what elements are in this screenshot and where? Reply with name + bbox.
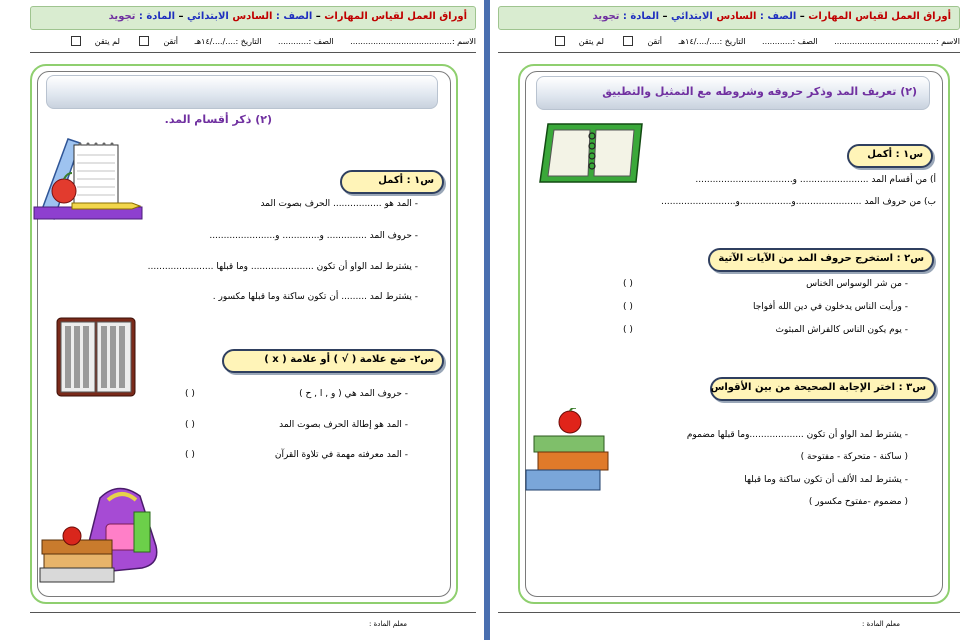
q3-options-2[interactable]: ( مضموم -مفتوح مكسور ) [808,497,908,507]
q3-line-1[interactable]: - يشترط لمد الواو أن تكون ...................وما قبلها مضموم [686,430,908,440]
mastered-option[interactable]: أتقن [136,37,178,46]
info-divider [498,52,960,53]
checkbox-not-mastered[interactable] [71,36,81,46]
q1-line-3[interactable]: - يشترط لمد الواو أن تكون ...................... وما قبلها ....................... [147,262,418,272]
name-field[interactable]: الاسم :........................................ [350,36,476,46]
worksheet-page-right [490,0,972,640]
q2-answer-slot-3[interactable]: ( ) [185,450,195,460]
checkbox-mastered[interactable] [139,36,149,46]
class-field[interactable]: الصف :............ [762,36,818,46]
q3-options-1[interactable]: ( ساكنة - متحركة - مفتوحة ) [800,452,908,462]
question-1-label: س١ : أكمل [340,170,444,194]
q2-answer-slot-1[interactable]: ( ) [623,279,633,289]
not-mastered-option[interactable]: لم يتقن [552,37,604,46]
checkbox-mastered[interactable] [623,36,633,46]
lesson-title: (٢) ذكر أقسام المد. [164,113,272,126]
teacher-signature-label: معلم المادة : [862,620,900,628]
stacked-books-illustration [524,408,610,494]
header-bar [30,6,476,30]
q2-statement-2: - المد هو إطالة الحرف بصوت المد [279,420,408,430]
q2-verse-2: - ورأيت الناس يدخلون في دين الله أفواجا [753,302,908,312]
q2-answer-slot-3[interactable]: ( ) [623,325,633,335]
info-divider [30,52,476,53]
q2-verse-3: - يوم يكون الناس كالفراش المبثوث [775,325,908,335]
open-book-illustration [55,316,137,400]
student-info-row [30,36,476,50]
lesson-title: (٢) تعريف المد وذكر حروفه وشروطه مع التمثيل والتطبيق [602,85,917,98]
teacher-signature-label: معلم المادة : [369,620,407,628]
q1-line-1[interactable]: - المد هو ................. الحرف بصوت المد [260,199,418,209]
header-bar [498,6,960,30]
q1-line-b[interactable]: ب) من حروف المد .......................و..................و.......................... [661,197,936,207]
footer-divider [498,612,960,613]
not-mastered-option[interactable]: لم يتقن [68,37,120,46]
header-text: أوراق العمل لقياس المهارات – الصف : السادس الابتدائي – المادة : تجويد [592,11,951,22]
q2-verse-1: - من شر الوسواس الخناس [806,279,908,289]
question-1-label: س١ : أكمل [847,144,933,168]
backpack-books-illustration [38,478,178,588]
q2-answer-slot-2[interactable]: ( ) [185,420,195,430]
green-notebook-illustration [538,120,648,186]
q2-statement-3: - المد معرفته مهمة في تلاوة القرآن [274,450,408,460]
mastered-option[interactable]: أتقن [620,37,662,46]
worksheet-page-left [0,0,484,640]
title-band [536,76,930,110]
date-field[interactable]: التاريخ :..../..../١٤هـ [194,36,262,46]
student-info-row [498,36,960,50]
date-field[interactable]: التاريخ :..../..../١٤هـ [678,36,746,46]
footer-divider [30,612,476,613]
q1-line-a[interactable]: أ) من أقسام المد ........................ و.................................. [695,175,936,185]
question-3-label: س٣ : اختر الإجابة الصحيحة من بين الأقواس [710,377,936,401]
q2-statement-1: - حروف المد هي ( و , ا , ح ) [299,389,408,399]
title-band [46,75,438,109]
header-text: أوراق العمل لقياس المهارات – الصف : السادس الابتدائي – المادة : تجويد [108,11,467,22]
q3-line-2[interactable]: - يشترط لمد الألف أن تكون ساكنة وما قبلها [744,475,908,485]
q1-line-2[interactable]: - حروف المد .............. و............. و....................... [209,231,418,241]
name-field[interactable]: الاسم :........................................ [834,36,960,46]
question-2-label: س٢ : استخرج حروف المد من الآيات الآتية [708,248,934,272]
checkbox-not-mastered[interactable] [555,36,565,46]
q1-line-4[interactable]: - يشترط لمد ......... أن تكون ساكنة وما قبلها مكسور . [212,292,418,302]
question-2-label: س٢- ضع علامة ( √ ) أو علامة ( x ) [222,349,444,373]
school-supplies-illustration [32,135,144,223]
q2-answer-slot-1[interactable]: ( ) [185,389,195,399]
class-field[interactable]: الصف :............ [278,36,334,46]
q2-answer-slot-2[interactable]: ( ) [623,302,633,312]
